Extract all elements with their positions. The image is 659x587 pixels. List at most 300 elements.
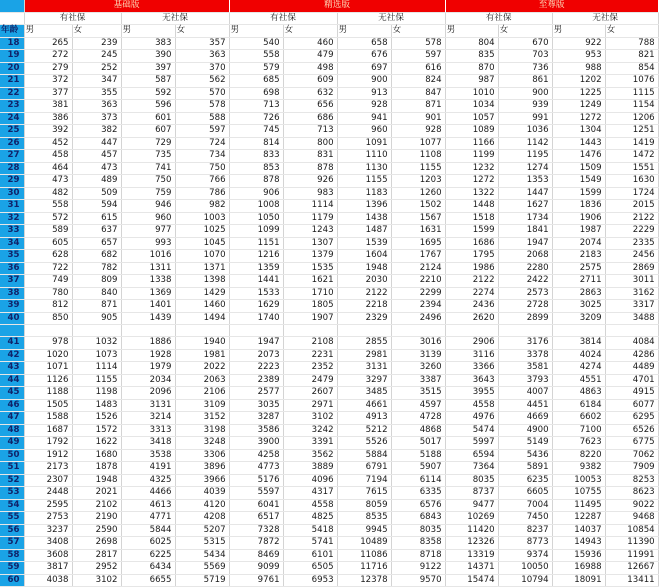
- age-cell: 20: [0, 62, 24, 75]
- variant-without-insurance: 无社保: [552, 12, 658, 25]
- premium-cell: 987: [445, 75, 498, 88]
- premium-cell: 7623: [552, 437, 605, 450]
- table-row: [0, 449, 658, 462]
- premium-cell: 13319: [445, 549, 498, 562]
- premium-cell: 1166: [445, 137, 498, 150]
- premium-cell: 1010: [445, 87, 498, 100]
- premium-cell: 7615: [337, 487, 391, 500]
- premium-cell: 1216: [229, 250, 283, 263]
- premium-cell: 3538: [121, 449, 175, 462]
- premium-cell: 1274: [498, 162, 552, 175]
- premium-cell: 6843: [391, 512, 445, 525]
- premium-cell: 713: [229, 100, 283, 113]
- age-cell: 46: [0, 399, 24, 412]
- premium-cell: 2229: [605, 225, 658, 238]
- premium-cell: 1441: [229, 275, 283, 288]
- premium-cell: 1126: [24, 374, 72, 387]
- separator-cell: [552, 325, 605, 337]
- table-row: [0, 62, 658, 75]
- premium-cell: 615: [72, 212, 121, 225]
- premium-cell: 5526: [337, 437, 391, 450]
- age-header-blank: [0, 0, 24, 12]
- age-cell: 39: [0, 300, 24, 313]
- premium-cell: 2190: [72, 512, 121, 525]
- premium-cell: 1099: [229, 225, 283, 238]
- premium-cell: 1472: [605, 150, 658, 163]
- sex-male: 男: [552, 25, 605, 38]
- premium-cell: 460: [283, 37, 337, 50]
- premium-cell: 3817: [24, 562, 72, 575]
- premium-cell: 3485: [337, 387, 391, 400]
- premium-cell: 1032: [72, 337, 121, 350]
- premium-cell: 1369: [121, 287, 175, 300]
- table-row: [0, 50, 658, 63]
- premium-cell: 4728: [391, 412, 445, 425]
- table-row: [0, 512, 658, 525]
- premium-cell: 2335: [605, 237, 658, 250]
- premium-cell: 2307: [24, 474, 72, 487]
- premium-cell: 960: [337, 125, 391, 138]
- sex-female: 女: [283, 25, 337, 38]
- table-row: [0, 100, 658, 113]
- premium-cell: 3131: [121, 399, 175, 412]
- premium-cell: 2210: [391, 275, 445, 288]
- table-row: [0, 125, 658, 138]
- premium-cell: 686: [283, 112, 337, 125]
- premium-cell: 8718: [391, 549, 445, 562]
- premium-cell: 766: [175, 175, 229, 188]
- age-cell: 48: [0, 424, 24, 437]
- premium-cell: 2711: [552, 275, 605, 288]
- premium-cell: 3287: [229, 412, 283, 425]
- premium-cell: 7872: [229, 537, 283, 550]
- premium-cell: 906: [229, 187, 283, 200]
- premium-cell: 479: [283, 50, 337, 63]
- table-row: [0, 37, 658, 50]
- premium-cell: 6295: [605, 412, 658, 425]
- premium-cell: 6114: [391, 474, 445, 487]
- premium-cell: 588: [175, 112, 229, 125]
- premium-cell: 1680: [72, 449, 121, 462]
- premium-cell: 3176: [498, 337, 552, 350]
- variant-with-insurance: 有社保: [229, 12, 337, 25]
- age-cell: 53: [0, 487, 24, 500]
- premium-cell: 5315: [175, 537, 229, 550]
- table-row: [0, 412, 658, 425]
- premium-cell: 5891: [498, 462, 552, 475]
- premium-cell: 6505: [283, 562, 337, 575]
- premium-cell: 685: [229, 75, 283, 88]
- premium-cell: 6041: [229, 499, 283, 512]
- premium-cell: 9382: [552, 462, 605, 475]
- premium-cell: 4976: [445, 412, 498, 425]
- premium-cell: 3313: [121, 424, 175, 437]
- premium-cell: 922: [552, 37, 605, 50]
- premium-cell: 4191: [121, 462, 175, 475]
- premium-cell: 1631: [391, 225, 445, 238]
- premium-cell: 2015: [605, 200, 658, 213]
- premium-cell: 697: [337, 62, 391, 75]
- table-row: [0, 225, 658, 238]
- premium-cell: 1604: [337, 250, 391, 263]
- premium-cell: 1155: [391, 162, 445, 175]
- sex-male: 男: [445, 25, 498, 38]
- premium-cell: 10489: [337, 537, 391, 550]
- premium-cell: 741: [121, 162, 175, 175]
- premium-cell: 2218: [337, 300, 391, 313]
- premium-cell: 2022: [175, 362, 229, 375]
- premium-cell: 941: [337, 112, 391, 125]
- premium-cell: 8035: [445, 474, 498, 487]
- premium-cell: 3011: [605, 275, 658, 288]
- premium-cell: 6594: [445, 449, 498, 462]
- premium-cell: 11390: [605, 537, 658, 550]
- premium-cell: 1115: [605, 87, 658, 100]
- table-row: [0, 349, 658, 362]
- premium-cell: 3260: [391, 362, 445, 375]
- separator-cell: [498, 325, 552, 337]
- premium-cell: 3586: [229, 424, 283, 437]
- premium-cell: 572: [24, 212, 72, 225]
- premium-cell: 1307: [283, 237, 337, 250]
- separator-cell: [24, 325, 72, 337]
- premium-cell: 616: [391, 62, 445, 75]
- premium-cell: 1071: [24, 362, 72, 375]
- premium-cell: 2021: [72, 487, 121, 500]
- table-row: [0, 437, 658, 450]
- premium-cell: 3152: [175, 412, 229, 425]
- variant-header-row: [0, 12, 658, 25]
- premium-cell: 473: [72, 162, 121, 175]
- premium-cell: 2108: [283, 337, 337, 350]
- premium-cell: 5719: [175, 574, 229, 587]
- premium-cell: 1947: [498, 237, 552, 250]
- premium-cell: 786: [175, 187, 229, 200]
- premium-cell: 2753: [24, 512, 72, 525]
- premium-cell: 607: [121, 125, 175, 138]
- premium-cell: 2106: [175, 387, 229, 400]
- premium-cell: 609: [283, 75, 337, 88]
- table-row: [0, 562, 658, 575]
- premium-cell: 977: [121, 225, 175, 238]
- premium-cell: 9468: [605, 512, 658, 525]
- premium-cell: 14371: [445, 562, 498, 575]
- age-cell: 55: [0, 512, 24, 525]
- premium-cell: 2899: [498, 312, 552, 325]
- sex-female: 女: [498, 25, 552, 38]
- premium-cell: 1179: [283, 212, 337, 225]
- premium-cell: 2863: [552, 287, 605, 300]
- premium-cell: 498: [283, 62, 337, 75]
- premium-cell: 1805: [283, 300, 337, 313]
- premium-cell: 7328: [229, 524, 283, 537]
- premium-cell: 1020: [24, 349, 72, 362]
- premium-cell: 1686: [445, 237, 498, 250]
- premium-cell: 373: [72, 112, 121, 125]
- premium-cell: 4120: [175, 499, 229, 512]
- premium-cell: 637: [72, 225, 121, 238]
- premium-cell: 1567: [391, 212, 445, 225]
- premium-cell: 821: [605, 50, 658, 63]
- premium-cell: 11991: [605, 549, 658, 562]
- premium-cell: 2817: [72, 549, 121, 562]
- premium-cell: 8737: [445, 487, 498, 500]
- premium-cell: 5569: [175, 562, 229, 575]
- premium-cell: 2436: [445, 300, 498, 313]
- premium-cell: 363: [72, 100, 121, 113]
- premium-cell: 2607: [283, 387, 337, 400]
- premium-cell: 1494: [175, 312, 229, 325]
- premium-cell: 3025: [552, 300, 605, 313]
- premium-cell: 597: [175, 125, 229, 138]
- premium-cell: 6184: [552, 399, 605, 412]
- premium-cell: 265: [24, 37, 72, 50]
- premium-cell: 759: [121, 187, 175, 200]
- premium-cell: 3131: [337, 362, 391, 375]
- premium-cell: 4039: [175, 487, 229, 500]
- premium-cell: 1948: [72, 474, 121, 487]
- premium-cell: 579: [229, 62, 283, 75]
- premium-cell: 7909: [605, 462, 658, 475]
- table-row: [0, 137, 658, 150]
- premium-cell: 7194: [337, 474, 391, 487]
- premium-cell: 3116: [445, 349, 498, 362]
- premium-cell: 4024: [552, 349, 605, 362]
- premium-cell: 1142: [498, 137, 552, 150]
- premium-cell: 1429: [175, 287, 229, 300]
- premium-cell: 592: [121, 87, 175, 100]
- premium-cell: 4701: [605, 374, 658, 387]
- premium-cell: 1710: [283, 287, 337, 300]
- age-cell: 27: [0, 150, 24, 163]
- premium-cell: 1533: [229, 287, 283, 300]
- table-row: [0, 75, 658, 88]
- premium-cell: 1036: [498, 125, 552, 138]
- premium-cell: 8773: [498, 537, 552, 550]
- premium-cell: 1025: [175, 225, 229, 238]
- premium-cell: 2063: [175, 374, 229, 387]
- plan-header-supreme: 至尊版: [445, 0, 658, 12]
- premium-cell: 1050: [229, 212, 283, 225]
- premium-cell: 1419: [605, 137, 658, 150]
- premium-cell: 5997: [445, 437, 498, 450]
- table-row: [0, 300, 658, 313]
- premium-cell: 1948: [337, 262, 391, 275]
- premium-cell: 1195: [498, 150, 552, 163]
- premium-cell: 960: [121, 212, 175, 225]
- separator-cell: [337, 325, 391, 337]
- premium-cell: 1091: [337, 137, 391, 150]
- table-row: [0, 175, 658, 188]
- premium-cell: 1724: [605, 187, 658, 200]
- age-cell: 59: [0, 562, 24, 575]
- premium-cell: 1073: [72, 349, 121, 362]
- premium-cell: 383: [121, 37, 175, 50]
- premium-cell: 978: [24, 337, 72, 350]
- plan-header-row: [0, 0, 658, 12]
- premium-cell: 4771: [121, 512, 175, 525]
- premium-cell: 8237: [498, 524, 552, 537]
- table-row: [0, 387, 658, 400]
- sex-header-row: [0, 25, 658, 38]
- premium-cell: 489: [72, 175, 121, 188]
- premium-cell: 8220: [552, 449, 605, 462]
- premium-cell: 812: [24, 300, 72, 313]
- premium-cell: 2422: [498, 275, 552, 288]
- premium-cell: 656: [283, 100, 337, 113]
- premium-cell: 1535: [283, 262, 337, 275]
- premium-cell: 1379: [283, 250, 337, 263]
- premium-cell: 2068: [498, 250, 552, 263]
- premium-cell: 570: [175, 87, 229, 100]
- age-cell: 37: [0, 275, 24, 288]
- premium-cell: 2102: [72, 499, 121, 512]
- premium-cell: 2030: [337, 275, 391, 288]
- premium-cell: 4274: [552, 362, 605, 375]
- table-row: [0, 312, 658, 325]
- premium-cell: 587: [121, 75, 175, 88]
- premium-cell: 840: [72, 287, 121, 300]
- premium-cell: 833: [229, 150, 283, 163]
- premium-cell: 6025: [121, 537, 175, 550]
- premium-cell: 1907: [283, 312, 337, 325]
- premium-cell: 3248: [175, 437, 229, 450]
- premium-cell: 12326: [445, 537, 498, 550]
- premium-cell: 1687: [24, 424, 72, 437]
- age-column-header: 年龄: [0, 25, 24, 38]
- premium-cell: 854: [605, 62, 658, 75]
- premium-cell: 1272: [445, 175, 498, 188]
- age-cell: 42: [0, 349, 24, 362]
- premium-cell: 9099: [229, 562, 283, 575]
- premium-table-body: [0, 37, 658, 587]
- table-row: [0, 524, 658, 537]
- premium-cell: 1981: [175, 349, 229, 362]
- premium-cell: 1792: [24, 437, 72, 450]
- premium-cell: 1401: [121, 300, 175, 313]
- premium-cell: 5474: [445, 424, 498, 437]
- premium-cell: 1518: [445, 212, 498, 225]
- premium-cell: 5149: [498, 437, 552, 450]
- premium-cell: 1630: [605, 175, 658, 188]
- premium-cell: 900: [498, 87, 552, 100]
- age-cell: 24: [0, 112, 24, 125]
- premium-cell: 2329: [337, 312, 391, 325]
- age-cell: 36: [0, 262, 24, 275]
- premium-cell: 4466: [121, 487, 175, 500]
- age-cell: 31: [0, 200, 24, 213]
- premium-cell: 452: [24, 137, 72, 150]
- premium-cell: 4489: [605, 362, 658, 375]
- premium-cell: 682: [72, 250, 121, 263]
- premium-cell: 1588: [24, 412, 72, 425]
- premium-cell: 12287: [552, 512, 605, 525]
- premium-cell: 6605: [498, 487, 552, 500]
- premium-cell: 5907: [391, 462, 445, 475]
- premium-cell: 1045: [175, 237, 229, 250]
- premium-cell: 347: [72, 75, 121, 88]
- premium-cell: 578: [391, 37, 445, 50]
- premium-cell: 2728: [498, 300, 552, 313]
- premium-cell: 2122: [605, 212, 658, 225]
- table-row: [0, 537, 658, 550]
- premium-cell: 3317: [605, 300, 658, 313]
- premium-cell: 1110: [337, 150, 391, 163]
- premium-cell: 1795: [445, 250, 498, 263]
- premium-cell: 2971: [283, 399, 337, 412]
- premium-cell: 983: [283, 187, 337, 200]
- premium-cell: 3581: [498, 362, 552, 375]
- premium-cell: 1629: [229, 300, 283, 313]
- premium-cell: 1487: [337, 225, 391, 238]
- premium-cell: 4007: [498, 387, 552, 400]
- premium-cell: 5176: [229, 474, 283, 487]
- premium-cell: 1359: [229, 262, 283, 275]
- premium-cell: 7100: [552, 424, 605, 437]
- premium-cell: 12378: [337, 574, 391, 587]
- premium-cell: 363: [175, 50, 229, 63]
- premium-cell: 1251: [605, 125, 658, 138]
- premium-cell: 1154: [605, 100, 658, 113]
- premium-cell: 2073: [229, 349, 283, 362]
- premium-cell: 1928: [121, 349, 175, 362]
- premium-cell: 2479: [283, 374, 337, 387]
- premium-cell: 750: [121, 175, 175, 188]
- premium-cell: 1836: [552, 200, 605, 213]
- premium-cell: 1695: [391, 237, 445, 250]
- premium-cell: 878: [229, 175, 283, 188]
- premium-cell: 991: [498, 112, 552, 125]
- premium-cell: 735: [121, 150, 175, 163]
- sex-female: 女: [72, 25, 121, 38]
- age-cell: 22: [0, 87, 24, 100]
- premium-cell: 1572: [72, 424, 121, 437]
- premium-cell: 1549: [552, 175, 605, 188]
- premium-cell: 2394: [391, 300, 445, 313]
- premium-cell: 8253: [605, 474, 658, 487]
- premium-cell: 1338: [121, 275, 175, 288]
- premium-cell: 5884: [337, 449, 391, 462]
- premium-cell: 1183: [337, 187, 391, 200]
- premium-cell: 1767: [391, 250, 445, 263]
- premium-cell: 8059: [337, 499, 391, 512]
- premium-cell: 1396: [337, 200, 391, 213]
- premium-cell: 1940: [175, 337, 229, 350]
- premium-cell: 1311: [121, 262, 175, 275]
- table-row: [0, 287, 658, 300]
- premium-cell: 1509: [552, 162, 605, 175]
- age-header-spacer: [0, 12, 24, 25]
- separator-cell: [229, 325, 283, 337]
- premium-cell: 861: [498, 75, 552, 88]
- premium-cell: 905: [72, 312, 121, 325]
- premium-cell: 1057: [445, 112, 498, 125]
- premium-cell: 3378: [498, 349, 552, 362]
- premium-cell: 562: [175, 75, 229, 88]
- premium-cell: 1108: [391, 150, 445, 163]
- table-row: [0, 187, 658, 200]
- premium-cell: 2231: [283, 349, 337, 362]
- premium-cell: 9945: [337, 524, 391, 537]
- premium-cell: 835: [445, 50, 498, 63]
- table-row: [0, 275, 658, 288]
- premium-cell: 1448: [445, 200, 498, 213]
- premium-cell: 3515: [391, 387, 445, 400]
- sex-male: 男: [24, 25, 72, 38]
- premium-cell: 245: [72, 50, 121, 63]
- premium-cell: 5188: [391, 449, 445, 462]
- table-row: [0, 362, 658, 375]
